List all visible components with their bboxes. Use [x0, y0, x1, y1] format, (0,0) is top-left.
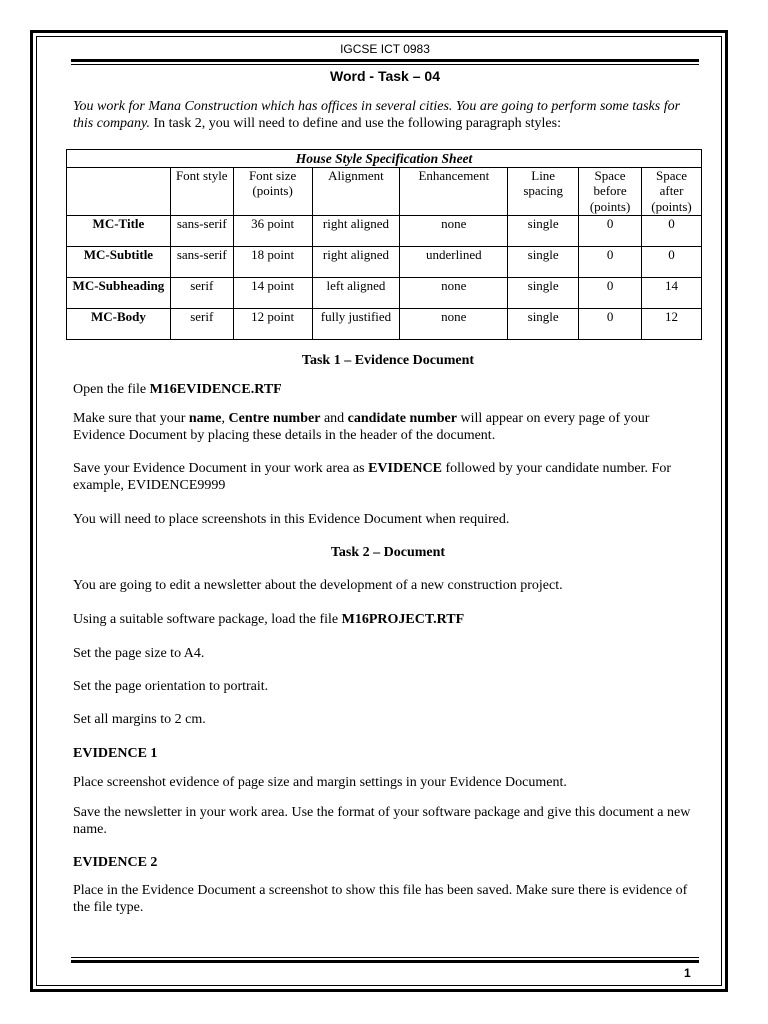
table-cell: fully justified [312, 308, 400, 339]
evidence2-text: Place in the Evidence Document a screenshot to show this file has been saved. Make sure there is evidence of the file type. [73, 883, 688, 915]
table-cell: left aligned [312, 277, 400, 308]
project-filename: M16PROJECT.RTF [341, 612, 465, 627]
intro-paragraph [73, 98, 703, 132]
page-size-instruction: Set the page size to A4. [73, 646, 205, 661]
header-bold-candidate: candidate number [347, 411, 457, 426]
column-header: Alignment [312, 167, 400, 215]
task1-heading: Task 1 – Evidence Document [301, 353, 475, 368]
table-cell: 0 [642, 215, 702, 246]
table-row [67, 246, 702, 277]
table-cell: 0 [579, 277, 642, 308]
evidence2-heading: EVIDENCE 2 [73, 855, 158, 870]
header-bold-centre: Centre number [228, 411, 321, 426]
evidence-filename: M16EVIDENCE.RTF [149, 382, 282, 397]
screenshots-instruction: You will need to place screenshots in this Evidence Document when required. [73, 512, 510, 527]
footer-rule-thin [71, 957, 699, 958]
table-cell: 12 [642, 308, 702, 339]
save-evidence-instruction [73, 460, 703, 494]
table-title: House Style Specification Sheet [67, 150, 702, 168]
table-cell: 14 point [233, 277, 312, 308]
save-newsletter-instruction: Save the newsletter in your work area. Use the format of your software package and give this document a new name. [73, 805, 691, 837]
style-name-cell: MC-Subtitle [67, 246, 171, 277]
table-row [67, 277, 702, 308]
table-cell: right aligned [312, 246, 400, 277]
open-file-prefix: Open the file [73, 382, 150, 397]
style-name-cell: MC-Title [67, 215, 171, 246]
page-title: Word - Task – 04 [330, 68, 440, 84]
header-text-2: , [221, 411, 229, 426]
table-cell: 0 [579, 215, 642, 246]
table-header-row [67, 167, 702, 215]
orientation-instruction: Set the page orientation to portrait. [73, 679, 269, 694]
page-number: 1 [684, 966, 691, 980]
table-cell: single [508, 308, 579, 339]
house-style-table [66, 149, 702, 340]
table-cell: none [400, 308, 508, 339]
table-cell: single [508, 277, 579, 308]
save-bold-evidence: EVIDENCE [368, 461, 442, 476]
header-rule-thin [71, 64, 699, 65]
header-rule-thick [71, 59, 699, 62]
column-header: Font size (points) [233, 167, 312, 215]
table-cell: 0 [642, 246, 702, 277]
header-text-4: will appear on every page of your Evidence Document by placing these details in the header of the document. [73, 411, 650, 443]
edit-newsletter-instruction: You are going to edit a newsletter about the development of a new construction project. [73, 578, 563, 593]
header-instruction [73, 410, 703, 444]
save-text-1: Save your Evidence Document in your work area as [73, 461, 369, 476]
table-cell: 18 point [233, 246, 312, 277]
table-cell: serif [170, 308, 233, 339]
margins-instruction: Set all margins to 2 cm. [73, 712, 206, 727]
header-bold-name: name [188, 411, 222, 426]
table-row [67, 215, 702, 246]
evidence1-heading: EVIDENCE 1 [73, 746, 158, 761]
load-file-instruction [73, 611, 703, 628]
table-cell: 36 point [233, 215, 312, 246]
table-cell: right aligned [312, 215, 400, 246]
column-header: Space before (points) [579, 167, 642, 215]
table-cell: none [400, 215, 508, 246]
load-file-prefix: Using a suitable software package, load the file [73, 612, 342, 627]
open-file-instruction [73, 381, 703, 398]
table-cell: 12 point [233, 308, 312, 339]
course-header: IGCSE ICT 0983 [340, 42, 430, 56]
save-text-2: followed by your candidate number. For example, EVIDENCE9999 [73, 461, 671, 493]
intro-italic-text: You work for Mana Construction which has offices in several cities. You are going to perform some tasks for this company. [73, 99, 681, 131]
header-text-3: and [320, 411, 348, 426]
table-cell: single [508, 215, 579, 246]
column-header: Font style [170, 167, 233, 215]
column-header: Enhancement [400, 167, 508, 215]
table-cell: 0 [579, 308, 642, 339]
table-row [67, 308, 702, 339]
table-cell: none [400, 277, 508, 308]
column-header [67, 167, 171, 215]
table-cell: sans-serif [170, 215, 233, 246]
column-header: Space after (points) [642, 167, 702, 215]
style-name-cell: MC-Subheading [67, 277, 171, 308]
intro-plain-text: In task 2, you will need to define and use the following paragraph styles: [150, 116, 561, 131]
column-header: Line spacing [508, 167, 579, 215]
table-cell: underlined [400, 246, 508, 277]
footer-rule-thick [71, 960, 699, 963]
table-cell: single [508, 246, 579, 277]
table-cell: 14 [642, 277, 702, 308]
table-cell: sans-serif [170, 246, 233, 277]
header-text-1: Make sure that your [73, 411, 189, 426]
table-cell: 0 [579, 246, 642, 277]
evidence1-text: Place screenshot evidence of page size and margin settings in your Evidence Document. [73, 775, 567, 790]
task2-heading: Task 2 – Document [330, 545, 446, 560]
table-cell: serif [170, 277, 233, 308]
style-name-cell: MC-Body [67, 308, 171, 339]
